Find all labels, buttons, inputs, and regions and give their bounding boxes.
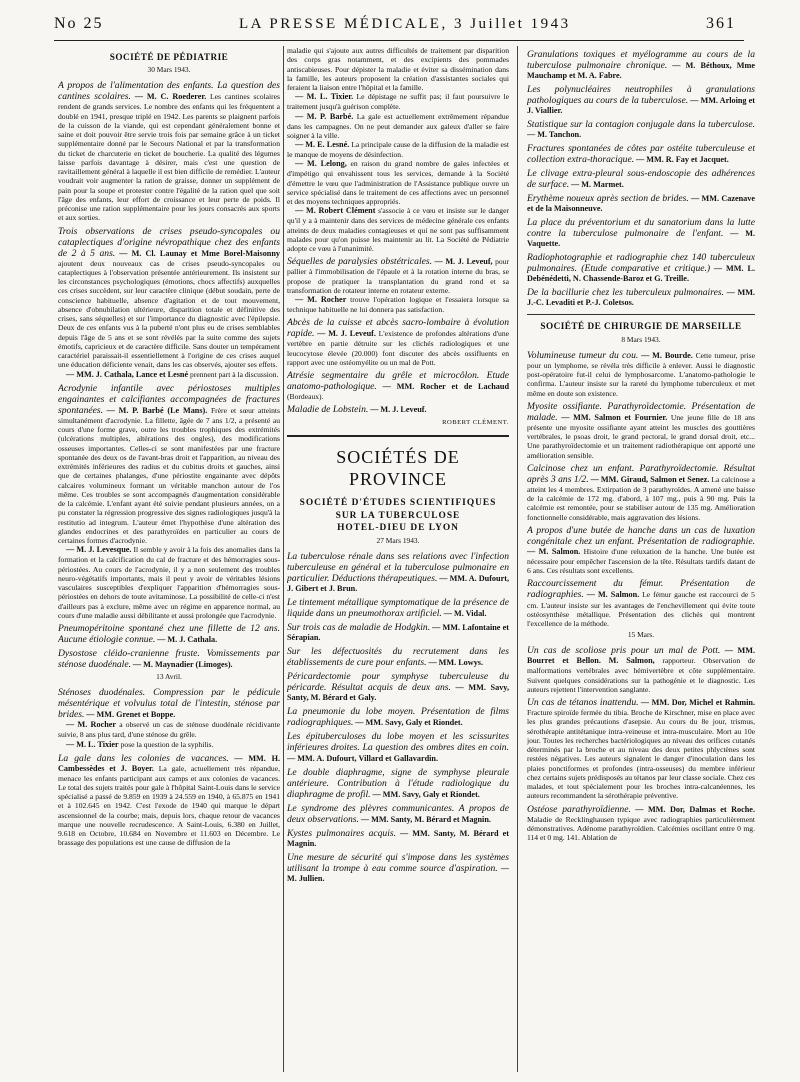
article-title: A propos d'une butée de hanche dans un cas de luxation congénitale chez un enfant. Présentation de radiographie. bbox=[527, 524, 755, 547]
article-title: Trois observations de crises pseudo-syncopales ou cataplectiques d'origine névropathique chez des enfants de 2 à 5 ans. bbox=[58, 225, 280, 259]
article-authors: — M. J. Leveuf. bbox=[317, 329, 376, 339]
journal-title: LA PRESSE MÉDICALE, 3 Juillet 1943 bbox=[238, 15, 571, 32]
article-text: Histoire d'une reluxation de la hanche. Une butée est nécessaire pour empêcher l'ascension de la tête. Résultats tardifs datant de 6 ans. Ces résultats sont excellents. bbox=[527, 546, 755, 576]
article-item bbox=[287, 852, 509, 884]
discussant: — M. Rocher bbox=[66, 720, 117, 730]
article-text: ajoutent deux nouveaux cas de crises pseudo-syncopales ou cataplectiques à l'observation présentée antérieurement. Ils insistent sur les circonstances psychologiques (émotions, chocs affectifs) auxquelles ces crises succèdent, sur leur caractère clinique (début soudain, perte de conscience habituelle, absence d'agitation et de tout mouvement, absence d'obnubilation ultérieure, disparition totale et définitive des crises, sans séquelles) et sur l'importance du diagnostic avec l'épilepsie. Deux de ces enfants vus à la puberté n'ont plus eu de crises semblables depuis l'âge de 5 ans et se sont révélés par la suite comme des sujets émotifs, capricieux et de caractère difficile. Sans douter un tempérament caractériel paraissait-il essentiellement à l'origine de ces crises auquel une éducation déficiente venait, dans les cas observés, ajouter ses effets. bbox=[58, 258, 280, 370]
article-text: Maladie de Recklinghausen typique avec radiographies particulièrement démonstratives. Adénome parathyroïdien. Calcémies oscillant entre 0 mg. 114 et 0 mg. 141. Ablation de bbox=[527, 814, 755, 843]
article-title: Atrésie segmentaire du grêle et microcôlon. Etude anatomo-pathologique. bbox=[287, 370, 509, 393]
article-title: La tuberculose rénale dans ses relations avec l'infection tuberculeuse en général et la tuberculose pulmonaire en particulier. Déductions thérapeutiques. bbox=[287, 551, 509, 585]
discussion-text: s'associe à ce vœu et insiste sur le danger qu'il y a à maintenir dans des services de médecine générale ces enfants atteints de deux maladies contagieuses et qui ne sont pas suffisamment malades pour qu'on puisse les maintenir au lit. La Société de Pédiatrie adopte ce vœu à l'unanimité. bbox=[287, 206, 509, 253]
article-title: Dysostose cléido-cranienne fruste. Vomissements par sténose duodénale. bbox=[58, 648, 280, 671]
article-authors: — MM. Cazenave et de la Maisonneuve. bbox=[527, 194, 755, 214]
article-title: Volumineuse tumeur du cou. bbox=[527, 349, 639, 361]
article-authors: — M. Béthoux, Mme Mauchamp et M. A. Fabre. bbox=[527, 61, 755, 81]
article-item bbox=[527, 49, 755, 81]
article-title: Sur les défectuosités du recrutement dans les établissements de cure pour enfants. bbox=[287, 646, 509, 669]
article-item bbox=[527, 217, 755, 249]
article-title: Le double diaphragme, signe de symphyse pleurale antérieure. Contribution à l'étude radiologique du diaphragme de profil. bbox=[287, 766, 509, 800]
session-date: 15 Mars. bbox=[627, 630, 655, 640]
article-item bbox=[527, 525, 755, 576]
discussant: — M. P. Barbé. bbox=[295, 111, 354, 121]
article-authors: — MM. Lowys. bbox=[428, 658, 484, 668]
article-item bbox=[287, 767, 509, 800]
author-place: (Bordeaux). bbox=[287, 392, 324, 402]
article-authors: — M. J. Leveuf, bbox=[434, 257, 493, 267]
article-authors: — MM. Arloing et J. Viallier. bbox=[527, 96, 755, 116]
article-title: Le clivage extra-pleural sous-endoscopie des adhérences de surface. bbox=[527, 168, 755, 191]
column-middle bbox=[287, 46, 509, 1076]
page-header bbox=[54, 12, 736, 36]
article-title: Péricardectomie pour symphyse tuberculeuse du péricarde. Résultat acquis de deux ans. bbox=[287, 671, 509, 694]
article-text: Une jeune fille de 18 ans présente une myosite ossifiante ayant atteint les muscles des gouttières vertébrales, le psoas droit, le grand pectoral, le grand dorsal droit, etc... Une parathyroïdectomie et un traitement radiothérapique ont apporté une amélioration sensible. bbox=[527, 412, 755, 460]
discussant: — M. E. Lesné. bbox=[295, 140, 350, 149]
article-item bbox=[287, 622, 509, 643]
header-rule bbox=[54, 40, 744, 41]
article-title: Erythème noueux après section de brides. bbox=[527, 193, 689, 205]
article-text: La calcinose a atteint les 4 membres. Extirpation de 3 parathyroïdes. A amené une baisse de la calcémie de 172 mg. d'abord, à 107 mg., puis à 90 mg. Puis la calcémie est remontée, pour se stabiliser autour de 135 mg. Amélioration fonctionnelle considérable, mais aggravation des lésions. bbox=[527, 474, 755, 522]
discussant: — M. Lelong, bbox=[295, 159, 347, 169]
society-heading-line: SUR LA TUBERCULOSE bbox=[335, 510, 461, 521]
article-item bbox=[58, 648, 280, 670]
section-heading: SOCIÉTÉ DE CHIRURGIE DE MARSEILLE bbox=[540, 321, 742, 332]
article-authors: — MM. J.-C. Levaditi et P.-J. Coletsos. bbox=[527, 288, 755, 308]
article-title: Kystes pulmonaires acquis. bbox=[287, 827, 397, 839]
article-authors: — MM. Dor, Dalmas et Roche. bbox=[635, 804, 755, 814]
article-item bbox=[527, 463, 755, 522]
article-title: Calcinose chez un enfant. Parathyroïdectomie. Résultat après 3 ans 1/2. bbox=[527, 462, 755, 485]
column-divider bbox=[283, 46, 284, 1072]
discussion-text: trouve l'opération logique et l'essaiera lorsque sa technique habituelle ne lui donnera pas satisfaction. bbox=[287, 295, 509, 315]
article-item bbox=[527, 143, 755, 165]
article-item bbox=[287, 671, 509, 703]
article-authors: — M. C. Roederer. bbox=[134, 92, 207, 102]
article-title: Un cas de tétanos inattendu. bbox=[527, 697, 639, 709]
discussant: — M. L. Tixier bbox=[66, 739, 119, 749]
article-authors: — M. Vidal. bbox=[443, 609, 487, 619]
society-heading-line: SOCIÉTÉ D'ÉTUDES SCIENTIFIQUES bbox=[299, 498, 497, 509]
article-title: A propos de l'alimentation des enfants. La question des cantines scolaires. bbox=[58, 80, 280, 103]
article-title: Un cas de scoliose pris pour un mal de Pott. bbox=[527, 645, 721, 657]
article-title: De la bacillurie chez les tuberculeux pulmonaires. bbox=[527, 287, 724, 299]
article-item bbox=[287, 828, 509, 849]
article-authors: — M. Bourde. bbox=[641, 350, 693, 360]
article-item bbox=[58, 383, 280, 620]
article-item bbox=[287, 597, 509, 619]
article-authors: — M. Cl. Launay et Mme Borel-Maisonny bbox=[119, 248, 280, 258]
issue-number: No 25 bbox=[54, 15, 104, 32]
society-heading bbox=[287, 497, 509, 534]
article-authors: — M. Salmon. bbox=[527, 546, 581, 556]
discussant: — M. J. Levesque. bbox=[66, 545, 132, 555]
article-item bbox=[287, 317, 509, 367]
discussant: — M. L. Tixier. bbox=[295, 92, 354, 102]
article-item bbox=[527, 578, 755, 628]
article-authors: — MM. Bourret et Bellon. M. Salmon, bbox=[527, 646, 755, 666]
article-title: Fractures spontanées de côtes par ostéite tuberculeuse et collection extra-thoracique. bbox=[527, 143, 755, 166]
discussion-text: prennent part à la discussion. bbox=[190, 369, 279, 379]
article-item bbox=[287, 256, 509, 314]
article-text: rapporteur. Observation de malformations vertébrales avec hémivertèbre et côte supplémentaire. Suivent quelques considérations sur la pathogénie et le diagnostic. Les auteurs rejettent l'intervention sanglante. bbox=[527, 656, 755, 694]
article-title: Séquelles de paralysies obstétricales. bbox=[287, 256, 433, 268]
article-title: La gale dans les colonies de vacances. bbox=[58, 752, 229, 764]
article-item bbox=[287, 551, 509, 594]
reporter-signature: ROBERT CLÉMENT. bbox=[442, 419, 509, 427]
article-item bbox=[527, 119, 755, 140]
session-date: 30 Mars 1943. bbox=[147, 65, 191, 75]
article-item bbox=[58, 753, 280, 848]
article-title: Sur trois cas de maladie de Hodgkin. bbox=[287, 622, 431, 634]
article-text: maladie qui s'ajoute aux autres difficultés de traitement par disparition des corps gras notamment, et des excipients des pommades antiscabieuses. Pour dépister la maladie et éviter sa dissémination dans la famille, les auteurs proposent la création d'assistantes sociales qui feraient la liaison entre l'hôpital et la famille. bbox=[287, 46, 509, 92]
article-title: Sténoses duodénales. Compression par le pédicule mésentérique et volvulus total de l'intestin, sténose par brides. bbox=[58, 687, 280, 721]
article-authors: — MM. R. Fay et Jacquet. bbox=[636, 155, 729, 165]
article-authors: — MM. Savy, Galy et Riondet. bbox=[372, 789, 480, 799]
page-number: 361 bbox=[706, 15, 736, 32]
discussion-text: Le dépistage ne suffit pas; il faut poursuivre le traitement jusqu'à guérison complète. bbox=[287, 92, 509, 112]
article-item bbox=[527, 287, 755, 308]
article-title: Une mesure de sécurité qui s'impose dans les systèmes utilisant la trompe à eau comme source d'aspiration. bbox=[287, 851, 509, 874]
article-text: Le fémur gauche est raccourci de 5 cm. L'auteur insiste sur les avantages de l'enchevillement qui évite toute ostéosynthèse métallique. Présentation des clichés qui montrent l'excellence de la méthode. bbox=[527, 590, 755, 628]
society-heading-line: HOTEL-DIEU DE LYON bbox=[337, 522, 459, 533]
article-item bbox=[287, 803, 509, 825]
article-text: Cette tumeur, prise pour un lymphome, se révéla très difficile à enlever. Aussi le diagnostic post-opératoire fut-il celui de lymphosarcome. L'anatomo-pathologie le confirma. L'auteur insiste sur la rareté du lymphome tuberculeux et met même en doute son existence. bbox=[527, 350, 755, 398]
session-date: 27 Mars 1943. bbox=[376, 536, 420, 546]
article-item bbox=[287, 646, 509, 668]
article-authors: — MM. Grenet et Boppe. bbox=[86, 710, 176, 720]
article-title: Le syndrome des plèvres communicantes. A propos de deux observations. bbox=[287, 802, 509, 825]
article-authors: — M. P. Barbé (Le Mans). bbox=[106, 405, 208, 415]
article-title: La place du préventorium et du sanatorium dans la lutte contre la tuberculose pulmonaire de l'enfant. bbox=[527, 217, 755, 240]
article-title: Les épituberculoses du lobe moyen et les scissurites inférieures droites. La question des ombres dites en coin. bbox=[287, 731, 509, 754]
article-item bbox=[58, 80, 280, 222]
column-right bbox=[527, 46, 755, 1076]
article-title: Les polynucléaires neutrophiles à granulations pathologiques au cours de la tuberculose. bbox=[527, 84, 755, 107]
article-authors: — M. Maynadier (Limoges). bbox=[132, 660, 233, 670]
discussant: — M. Rocher bbox=[295, 295, 347, 305]
article-text: Fracture spiroïde fermée du tibia. Broche de Kirschner, mise en place avec les plus grandes précautions d'asepsie. Au cours du 8e jour, trismus, sérothérapie antitétanique intra-veineuse et intra-musculaire. Mort au 10e jour. Toutes les recherches bactériologiques au niveau des orifices cutanés déterminés par la broche et au niveau des deux petites phlyctènes sont restées négatives. Les auteurs signalent le danger d'inoculation dans les plaies ponctiformes et profondes (intra-osseuses) du membre inférieur chez certains sujets prédisposés au tétanos par leur classe sociale. Chez ces malades, et tout spécialement pour les broches intra-calcanéennes, les auteurs recommandent la sérothérapie préventive. bbox=[527, 708, 755, 801]
article-item bbox=[287, 404, 509, 415]
article-title: Statistique sur la contagion conjugale dans la tuberculose. bbox=[527, 119, 755, 131]
article-authors: — MM. Santy, M. Bérard et Magnin. bbox=[287, 828, 509, 848]
article-authors: — M. Vaquette. bbox=[527, 229, 755, 249]
article-item bbox=[58, 226, 280, 380]
article-authors: — M. Tanchon. bbox=[527, 130, 582, 140]
article-text: Frère et sœur atteints simultanément d'acrodynie. La fillette, âgée de 7 ans 1/2, a présenté au cours d'une forme grave, outre les troubles trophiques des extrémités (ulcérations multiples, altérations des ongles), des modifications osseuses importantes. Celles-ci se sont manifestées par une fracture spontanée des deux os de l'avant-bras droit et l'apparition, au niveau des extrémités inférieures des radius et du cubitus droits et gauches, ainsi que de certaines phalanges, d'une périostite engainante avec dépôts calcaires volumineux formant un véritable manchon autour de l'os même. Ces troubles se sont accompagnés d'augmentation considérable de la calcémie. L'enfant ayant été suivie pendant plusieurs années, on a pu constater la régression progressive des signes radiologiques jusqu'à la restitutio ad integrum. L'auteur émet l'hypothèse d'une altération des glandes endocrines et des parathyroïdes en particulier au cours de certaines formes d'acrodynie. bbox=[58, 405, 280, 545]
session-date: 8 Mars 1943. bbox=[621, 334, 661, 344]
article-title: Granulations toxiques et myélogramme au cours de la tuberculose pulmonaire chronique. bbox=[527, 49, 755, 72]
article-authors: — MM. A. Dufourt, J. Gibert et J. Brun. bbox=[287, 574, 509, 594]
article-item bbox=[287, 706, 509, 728]
article-item bbox=[527, 350, 755, 398]
session-date: 13 Avril. bbox=[156, 672, 182, 682]
article-item bbox=[527, 193, 755, 214]
section-banner: SOCIÉTÉS DE PROVINCE bbox=[287, 435, 509, 491]
article-authors: — MM. A. Dufourt, Villard et Gallavardin. bbox=[287, 753, 439, 763]
article-item bbox=[58, 623, 280, 645]
article-authors: — MM. Savy, Santy, M. Bérard et Galy. bbox=[287, 683, 509, 703]
article-title: Ostéose parathyroïdienne. bbox=[527, 803, 631, 815]
article-item bbox=[527, 168, 755, 190]
article-authors: — M. Salmon. bbox=[586, 590, 640, 600]
article-authors: — MM. Salmon et Fournier. bbox=[561, 412, 668, 422]
article-title: Maladie de Lobstein. bbox=[287, 404, 369, 416]
article-authors: — MM. Dor, Michel et Rahmin. bbox=[640, 698, 755, 708]
discussion-text: Il semble y avoir à la fois des anomalies dans la formation et la calcification du cal de fracture et des hémorragies sous-périostées. Au cours de l'acrodynie, il y a non seulement des troubles neuro-végétatifs importants, mais il peut y avoir de véritables lésions vasculaires susceptibles d'expliquer l'apparition d'hémorragies sous-périostées en dehors de toute avitaminose. La possibilité de celle-ci n'est d'ailleurs pas à exclure, même avec un régime en apparence normal, au cours d'une maladie aussi débilitante et aussi prolongée que l'acrodynie. bbox=[58, 545, 280, 620]
article-item bbox=[527, 697, 755, 801]
article-text: La gale, actuellement très répandue, menace les enfants participant aux camps et aux colonies de vacances. Le total des sujets traités pour gale à l'hôpital Saint-Louis dans le service spécialisé a passé de 9.859 en 1939 à 24.559 en 1940, à 65.875 en 1941 et à 102.645 en 1942. C'est l'exode de 1940 qui marque le départ ascensionnel de la courbe; mais, depuis lors, chaque retour de vacances marque une nouvelle recrudescence. A Saint-Louis, 6.380 en Juillet, 9.618 en Octobre, 10.684 en Novembre et 11.603 en Décembre. Le brassage des populations est une cause de diffusion de la bbox=[58, 763, 280, 848]
article-authors: — MM. Lafontaine et Sérapian. bbox=[287, 623, 509, 643]
article-authors: — M. J. Leveuf. bbox=[370, 405, 427, 415]
article-authors: — M. J. Cathala. bbox=[157, 635, 218, 645]
discussion-text: a observé un cas de sténose duodénale récidivante suivie, 8 ans plus tard, d'une sténose du grêle. bbox=[58, 720, 280, 740]
discussion-text: La principale cause de la diffusion de la maladie est le manque de moyens de désinfection. bbox=[287, 140, 509, 159]
discussant: — MM. J. Cathala, Lance et Lesné bbox=[66, 369, 189, 379]
article-authors: — MM. Rocher et de Lachaud bbox=[382, 382, 509, 392]
article-authors: — MM. Savy, Galy et Riondet. bbox=[355, 718, 463, 728]
article-title: Pneumopéritoine spontané chez une fillette de 12 ans. Aucune étiologie connue. bbox=[58, 623, 280, 646]
article-title: Abcès de la cuisse et abcès sacro-lombaire à évolution rapide. bbox=[287, 317, 509, 340]
article-text: Les cantines scolaires rendent de grands services. Le nombre des enfants qui les fréquentent a doublé en 1941, presque triplé en 1942. Les parents se plaignent parfois de la cuisson de la viande, qui est cependant généralement bonne et saine et doit pouvoir être servie trois fois par semaine grâce à un ticket supplémentaire donné par le Secours National et par la transformation du ticket de charcuterie en ticket de boucherie. La qualité des légumes laisse parfois davantage à désirer, mais c'est une question de ravitaillement général à laquelle il est bien difficile de remédier. L'auteur voudrait voir augmenter la ration de graisse, donner un supplément de pain pour la soupe et protester contre l'égalité de la ration quel que soit l'âge des enfants, leur effort de croissance et leur perte de poids. Il préconise une ration supplémentaire pour les jours consacrés aux sports et aux sorties. bbox=[58, 92, 280, 223]
article-text: pour pallier à l'immobilisation de l'épaule et à la rotation interne du bras, se propose de pratiquer la transplantation du grand rond et sa transformation de rotateur interne en rotateur externe. bbox=[287, 257, 509, 295]
article-item bbox=[527, 645, 755, 694]
article-item bbox=[527, 804, 755, 843]
article-authors: — MM. H. Cambessèdes et J. Boyer. bbox=[58, 753, 280, 773]
article-title: Myosite ossifiante. Parathyroïdectomie. Présentation de malade. bbox=[527, 400, 755, 423]
article-authors: — M. Marmet. bbox=[571, 180, 624, 190]
column-divider bbox=[517, 46, 518, 1072]
article-item bbox=[527, 252, 755, 284]
article-title: Radiophotographie et radiographie chez 140 tuberculeux pulmonaires. (Etude comparative et critique.) bbox=[527, 252, 755, 275]
article-item bbox=[287, 731, 509, 763]
article-title: Raccourcissement du fémur. Présentation de radiographies. bbox=[527, 578, 755, 601]
discussant: — M. Robert Clément bbox=[295, 206, 376, 216]
article-authors: — MM. Santy, M. Bérard et Magnin. bbox=[360, 814, 491, 824]
article-item bbox=[58, 687, 280, 749]
article-item bbox=[527, 401, 755, 460]
article-authors: — M. Jullien. bbox=[287, 863, 509, 883]
discussion-text: pose la question de la syphilis. bbox=[120, 739, 214, 749]
article-title: Acrodynie infantile avec périostoses multiples engainantes et calcifiantes accompagnées de fractures spontanées. bbox=[58, 382, 280, 416]
article-title: La pneumonie du lobe moyen. Présentation de films radiographiques. bbox=[287, 706, 509, 729]
article-item bbox=[287, 370, 509, 401]
article-authors: — MM. L. Debénédetti, N. Chassende-Baroz et G. Treille. bbox=[527, 264, 755, 284]
article-text: L'existence de profondes altérations d'une vertèbre en partie détruite sur les clichés radiologiques et une leucocytose élevée (20.000) font discuter des abcès ossifluents en rapport avec une ostéomyélite ou un mal de Pott. bbox=[287, 329, 509, 367]
column-left bbox=[58, 46, 280, 1076]
discussion-text: en raison du grand nombre de gales infectées et d'impétigo qui envahissent tous les services, demande à la Société d'émettre le vœu que l'administration de l'Assistance publique ouvre un service spécialisé dans le traitement de ces affections avec un personnel et des moyens techniques appropriés. bbox=[287, 159, 509, 206]
article-item bbox=[527, 84, 755, 116]
section-heading: SOCIÉTÉ DE PÉDIATRIE bbox=[109, 52, 229, 62]
article-authors: — MM. Giraud, Salmon et Senez. bbox=[590, 474, 710, 484]
article-title: Le tintement métallique symptomatique de la présence de liquide dans un pneumothorax artificiel. bbox=[287, 597, 509, 620]
discussion-text: La gale est actuellement extrêmement répandue dans les campagnes. On ne peut demander aux galeux d'aller se faire soigner à la ville. bbox=[287, 111, 509, 140]
